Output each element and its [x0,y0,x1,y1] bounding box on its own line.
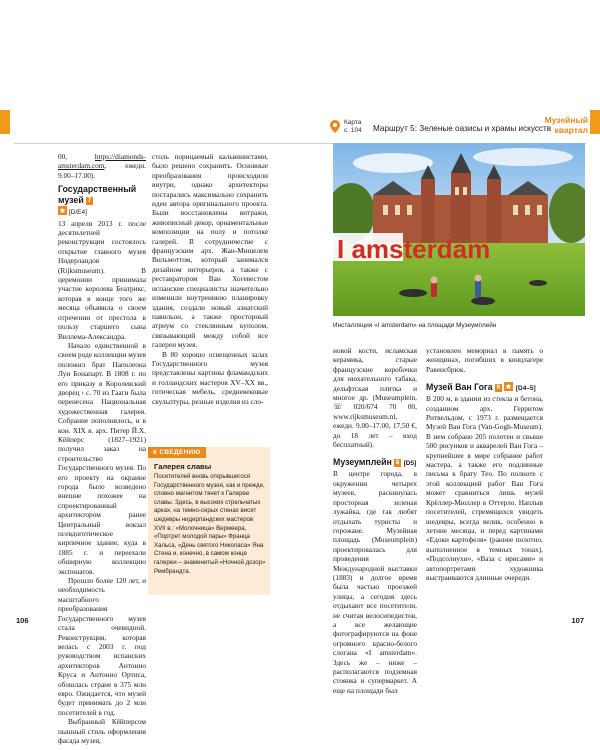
paragraph: Прошло более 120 лет, и необходимость масштабного преобразования Государственного музея стала очевидной. Реконструкция, которая велась с 2003 г. под руководством испанских архитекторов Антонио Круса и Антонио Ортиса, обошлась стране в 375 млн евро. Ожидается, что музей будет принимать до 2 млн посетителей в год. [58,576,146,717]
paragraph: установлен мемориал в память о женщинах, погибших в концлагере Равенсбрюк. [426,346,543,374]
page-number-left: 106 [16,616,29,625]
info-box [148,447,270,595]
text-column-3 [333,346,417,695]
paragraph: В 80 хорошо освещенных залах Государственного музея представлены картины фламандских и голландских мастеров XV–XX вв., готическая мебель, средневековые скульптуры, резные изделия из сло- [152,349,268,406]
text-column-4 [426,346,543,582]
text-column-2 [152,152,268,406]
text-column-1 [58,152,146,745]
info-box-tag: К СВЕДЕНИЮ [148,447,206,458]
section-name: Музейный квартал [544,115,588,135]
info-box-title: Галерея славы [154,462,212,471]
star-icon [504,382,513,391]
paragraph: Выбранный Кёйперсом пышный стиль оформления фасада музея, [58,717,146,745]
page-header [330,115,588,141]
paragraph: В 200 м, в здании из стекла и бетона, созданном арх. Герритом Ритвельдом, с 1973 г. размещается Музей Ван Гога (Van-Gogh-Museum). В нем собрано 205 полотен и свыше 500 рисунков и акварелей Ван Гога – крупнейшее в мире собрание работ мастера, а также его подлинные письма к брату Тео. По полноте с этой коллекцией работ Ван Гога может сравниться лишь музей Крёллер-Мюллер в Оттерло. Наплыв посетителей, стремящихся увидеть шедевры, всегда велик, особенно в летние месяцы, и перед картинами «Едоки картофеля» (раннее полотно, выполненное в темных тонах), «Подсолнухи», «Ваза с ирисами» и автопортретами художника выстраиваются длинные очереди. [426,394,543,582]
intro-paragraph: 00, https://diamonds-amsterdam.com, ежедн. 9.00–17.00). [58,152,146,180]
rijksmuseum-heading: Государственный музей 7 [58,184,137,206]
star-icon [58,206,67,215]
map-number-badge: 9 [496,385,500,392]
page-number-right: 107 [571,616,584,625]
info-box-text: Посетителей вновь открывшегося Государственного музея, как и прежде, словно магнитом тянет к Галерее славы. Здесь, в высоких стрельчатых арках, на темно-серых стенах висят шедевры нидерландских мастеров XVII в.: «Молочница» Вермеера, «Портрет молодой пары» Франца Хальса, «День святого Николаса» Яна Стена и, конечно, в самом конце галереи – знаменитый «Ночной дозор» Рембрандта. [154,473,266,575]
page-edge-tab-left [0,110,10,134]
map-number-badge: 7 [87,198,92,205]
page-edge-tab-right [590,110,600,134]
museumplein-heading: Музеумплейн 8 [D5] [333,457,417,468]
photo-caption: Инсталляция «I amsterdam» на площади Музеумплейн [333,322,497,329]
map-pin-icon [330,120,340,133]
iamsterdam-sign: I amsterdam [337,234,491,264]
map-reference: Карта с. 104 [344,119,362,134]
paragraph: новой кости, исламская керамика, старые французские коробочки для нюхательного табака, дельфтская плитка и многое др. (Museumplein, ☏ 020/674 70 00, www.rijksmuseum.nl, ежедн. 9.00–17.00, 17,50 €, до 18 лет – вход бесплатный). [333,346,417,450]
paragraph: Начало единственной в своем роде коллекции музея положил брат Наполеона Луи Бонапарт. В 1808 г. по его приказу в Королевский дворец › с. 70 из Гааги была перенесена Национальная художественная галерея. Собрание пополнялось, и в кон. XIX в. арх. Питер Й.Х. Кёйперс (1827–1921) получил заказ на строительство Государственного музея. По его проекту на окраине города было возведено внешне похожее на спроектированный архитектором ранее Центральный вокзал псевдоготическое кирпичное здание, куда в 1885 г. и переехали обширную коллекцию экспонатов. [58,340,146,576]
map-number-badge: 8 [395,460,400,467]
rijksmuseum-meta: [D/E4] [58,206,146,217]
photo-illustration [333,143,585,316]
paragraph: столь порицаемый кальвинистами, было решено сохранить. Основные преобразования происходили внутри, однако архитекторы постарались максимально сохранить идеи автора оригинального проекта. Были восстановлены витражи, живописный декор, орнаментальные композиции на полу и потолке галерей. В сотрудничестве с французским арх. Жан-Мишелем Вильмоттом, который занимался дизайном интерьеров, а также с реставратором Ван Хогевестом испанские специалисты значительно изменили внутреннюю планировку здания, создали новый азиатский павильон, а также просторный атриум со стеклянным куполом, связывающий между собой все галереи музея. [152,152,268,350]
route-title: Маршрут 5: Зеленые оазисы и храмы искусств [373,124,552,133]
diamonds-link[interactable]: https://diamonds-amsterdam.com [58,152,146,171]
paragraph: 13 апреля 2013 г. после десятилетней реконструкции состоялось открытие главного музея Нидерландов (Rijksmuseum). В церемонии принимала участие королева Беатрикс, которая в конце того же месяца объявила о своем отречении от престола в пользу старшего сына Виллема-Александра. [58,218,146,341]
paragraph: В центре города, в окружении четырех музеев, раскинулась просторная зеленая лужайка, где так любят отдыхать туристы и горожане. Музейная площадь (Museumplein) проектировалась для проведения Международной выставки (1883) и долгое время была частью проезжей улицы, а сегодня здесь отдыхают все посетители, не считая велосипедистов, а все желающие фотографируются на фоне огромного красно-белого слогана «I amsterdam». Здесь же – ниже – располагаются подземная стоянка и супермаркет. А еще на площади был [333,469,417,695]
museumplein-photo [333,143,585,316]
van-gogh-heading: Музей Ван Гога 9 [D4–5] [426,382,536,393]
